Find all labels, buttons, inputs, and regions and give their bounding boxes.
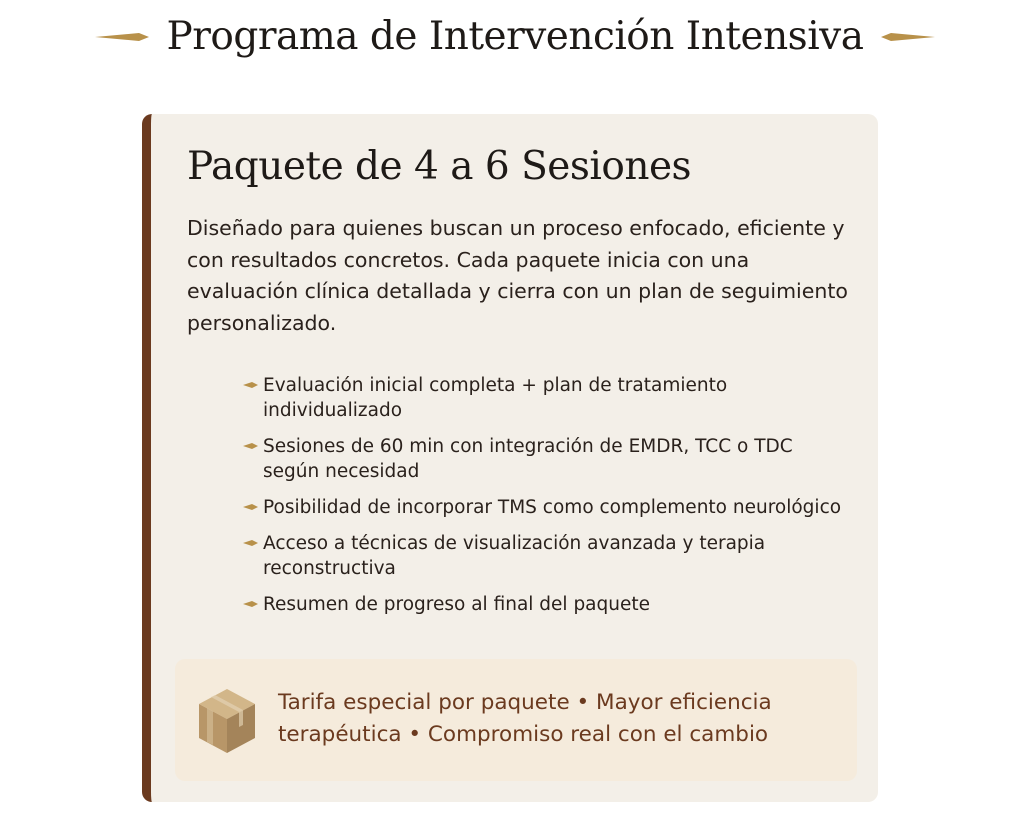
list-item <box>243 592 843 617</box>
benefits-callout <box>175 659 857 781</box>
list-item <box>243 434 843 484</box>
list-item-text: Resumen de progreso al final del paquete <box>263 594 651 615</box>
callout-text: Tarifa especial por paquete • Mayor eficiencia terapéutica • Compromiso real con el cambio <box>278 690 772 747</box>
list-item <box>243 531 843 581</box>
list-item-text: Evaluación inicial completa + plan de tratamiento individualizado <box>263 375 728 421</box>
list-item <box>243 373 843 423</box>
page-title: Programa de Intervención Intensiva <box>166 14 864 59</box>
list-item-text: Sesiones de 60 min con integración de EMDR, TCC o TDC según necesidad <box>263 436 793 482</box>
header <box>0 14 1030 59</box>
feature-list <box>243 373 843 628</box>
list-item-text: Acceso a técnicas de visualización avanzada y terapia reconstructiva <box>263 533 766 579</box>
bullet-icon <box>243 382 258 388</box>
card-heading: Paquete de 4 a 6 Sesiones <box>187 144 692 189</box>
left-ornament-icon <box>95 32 149 42</box>
list-item <box>243 495 843 520</box>
bullet-icon <box>243 504 258 510</box>
bullet-icon <box>243 601 258 607</box>
list-item-text: Posibilidad de incorporar TMS como complemento neurológico <box>263 497 842 518</box>
right-ornament-icon <box>881 32 935 42</box>
bullet-icon <box>243 443 258 449</box>
bullet-icon <box>243 540 258 546</box>
package-card <box>142 114 878 802</box>
card-description: Diseñado para quienes buscan un proceso enfocado, eficiente y con resultados concretos. Cada paquete inicia con una evaluación clínica detallada y cierra con un plan de seguimiento personalizado. <box>187 216 848 335</box>
package-icon <box>197 687 257 755</box>
